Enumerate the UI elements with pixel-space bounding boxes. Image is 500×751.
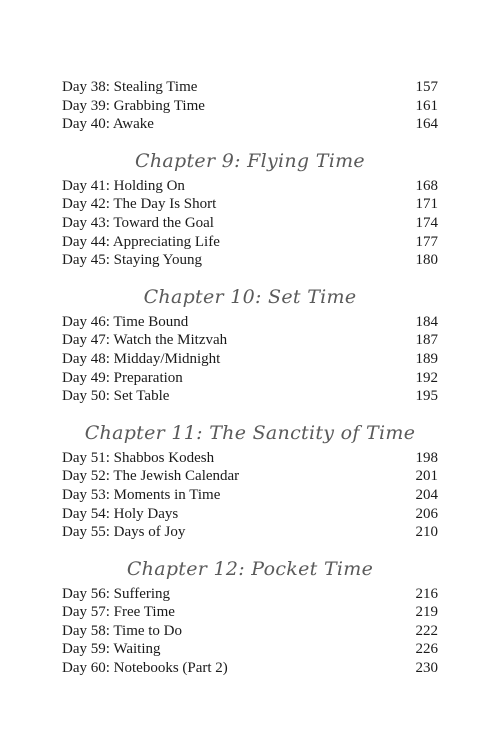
- chapter-heading: Chapter 9: Flying Time: [135, 149, 365, 172]
- toc-entry-page-number: 222: [415, 622, 438, 639]
- toc-entry-page-number: 230: [415, 660, 438, 677]
- toc-entry-title: Day 42: The Day Is Short: [62, 196, 217, 213]
- toc-entry-title: Day 57: Free Time: [62, 604, 175, 621]
- toc-entry-page-number: 201: [415, 468, 438, 485]
- toc-entry-page-number: 157: [415, 79, 438, 95]
- toc-entry-page-number: 174: [415, 214, 438, 231]
- toc-entry-page-number: 210: [415, 524, 438, 541]
- toc-entry[interactable]: [62, 585, 438, 604]
- toc-entry-title: Day 52: The Jewish Calendar: [62, 468, 240, 485]
- toc-entry-page-number: 164: [415, 116, 438, 133]
- toc-entry[interactable]: [62, 331, 438, 350]
- toc-entry[interactable]: [62, 115, 438, 134]
- toc-entry-title: Day 43: Toward the Goal: [62, 214, 214, 231]
- toc-entry-title: Day 40: Awake: [62, 116, 154, 133]
- toc-entry-page-number: 195: [415, 388, 438, 405]
- toc-entry-title: Day 49: Preparation: [62, 369, 183, 386]
- toc-entry-title: Day 56: Suffering: [62, 585, 171, 602]
- toc-entry[interactable]: [62, 486, 438, 505]
- toc-entry-title: Day 46: Time Bound: [62, 313, 189, 330]
- toc-entry-title: Day 44: Appreciating Life: [62, 233, 220, 250]
- toc-entry[interactable]: [62, 214, 438, 233]
- toc-entry-title: Day 51: Shabbos Kodesh: [62, 449, 215, 466]
- toc-entry-page-number: 206: [415, 505, 438, 522]
- toc-entry[interactable]: [62, 350, 438, 369]
- toc-entry[interactable]: [62, 177, 438, 196]
- toc-entry-title: Day 58: Time to Do: [62, 622, 183, 639]
- toc-entry[interactable]: [62, 78, 438, 97]
- toc-entry[interactable]: [62, 603, 438, 622]
- toc-entry-page-number: 204: [415, 486, 438, 503]
- toc-entry[interactable]: [62, 313, 438, 332]
- toc-entry-page-number: 219: [415, 604, 438, 621]
- toc-entry[interactable]: [62, 233, 438, 252]
- toc-entry[interactable]: [62, 251, 438, 270]
- toc-entry[interactable]: [62, 640, 438, 659]
- toc-entry[interactable]: [62, 622, 438, 641]
- toc-entry[interactable]: [62, 97, 438, 116]
- toc-entry-title: Day 41: Holding On: [62, 177, 185, 194]
- toc-entry[interactable]: [62, 449, 438, 468]
- toc-entry[interactable]: [62, 467, 438, 486]
- toc-entry-page-number: 198: [415, 449, 438, 466]
- toc-entry-page-number: 171: [415, 196, 438, 213]
- toc-entry-page-number: 177: [415, 233, 438, 250]
- toc-entry[interactable]: [62, 369, 438, 388]
- table-of-contents: [62, 78, 438, 678]
- toc-entry-title: Day 48: Midday/Midnight: [62, 350, 221, 367]
- toc-entry-page-number: 180: [415, 252, 438, 269]
- toc-entry-title: Day 53: Moments in Time: [62, 486, 221, 503]
- toc-entry-title: Day 47: Watch the Mitzvah: [62, 332, 228, 349]
- toc-entry-page-number: 192: [415, 369, 438, 386]
- toc-entry-title: Day 45: Staying Young: [62, 252, 203, 269]
- toc-entry-title: Day 54: Holy Days: [62, 505, 179, 522]
- toc-entry[interactable]: [62, 195, 438, 214]
- toc-entry-title: Day 55: Days of Joy: [62, 524, 186, 541]
- toc-entry-page-number: 161: [415, 97, 438, 114]
- toc-entry[interactable]: [62, 505, 438, 524]
- toc-entry-page-number: 187: [415, 332, 438, 349]
- toc-entry-page-number: 168: [415, 177, 438, 194]
- toc-entry[interactable]: [62, 659, 438, 678]
- toc-entry-title: Day 39: Grabbing Time: [62, 97, 205, 114]
- chapter-heading: Chapter 11: The Sanctity of Time: [84, 421, 416, 444]
- toc-entry[interactable]: [62, 523, 438, 542]
- toc-entry-page-number: 189: [415, 350, 438, 367]
- chapter-heading: Chapter 10: Set Time: [143, 285, 357, 308]
- toc-entry-title: Day 60: Notebooks (Part 2): [62, 660, 228, 677]
- toc-entry-page-number: 226: [415, 641, 438, 658]
- toc-entry-title: Day 50: Set Table: [62, 388, 170, 405]
- toc-entry-page-number: 216: [415, 585, 438, 602]
- chapter-heading: Chapter 12: Pocket Time: [126, 557, 374, 580]
- toc-entry-page-number: 184: [415, 313, 438, 330]
- toc-entry-title: Day 59: Waiting: [62, 641, 161, 658]
- toc-entry[interactable]: [62, 387, 438, 406]
- toc-entry-title: Day 38: Stealing Time: [62, 79, 198, 95]
